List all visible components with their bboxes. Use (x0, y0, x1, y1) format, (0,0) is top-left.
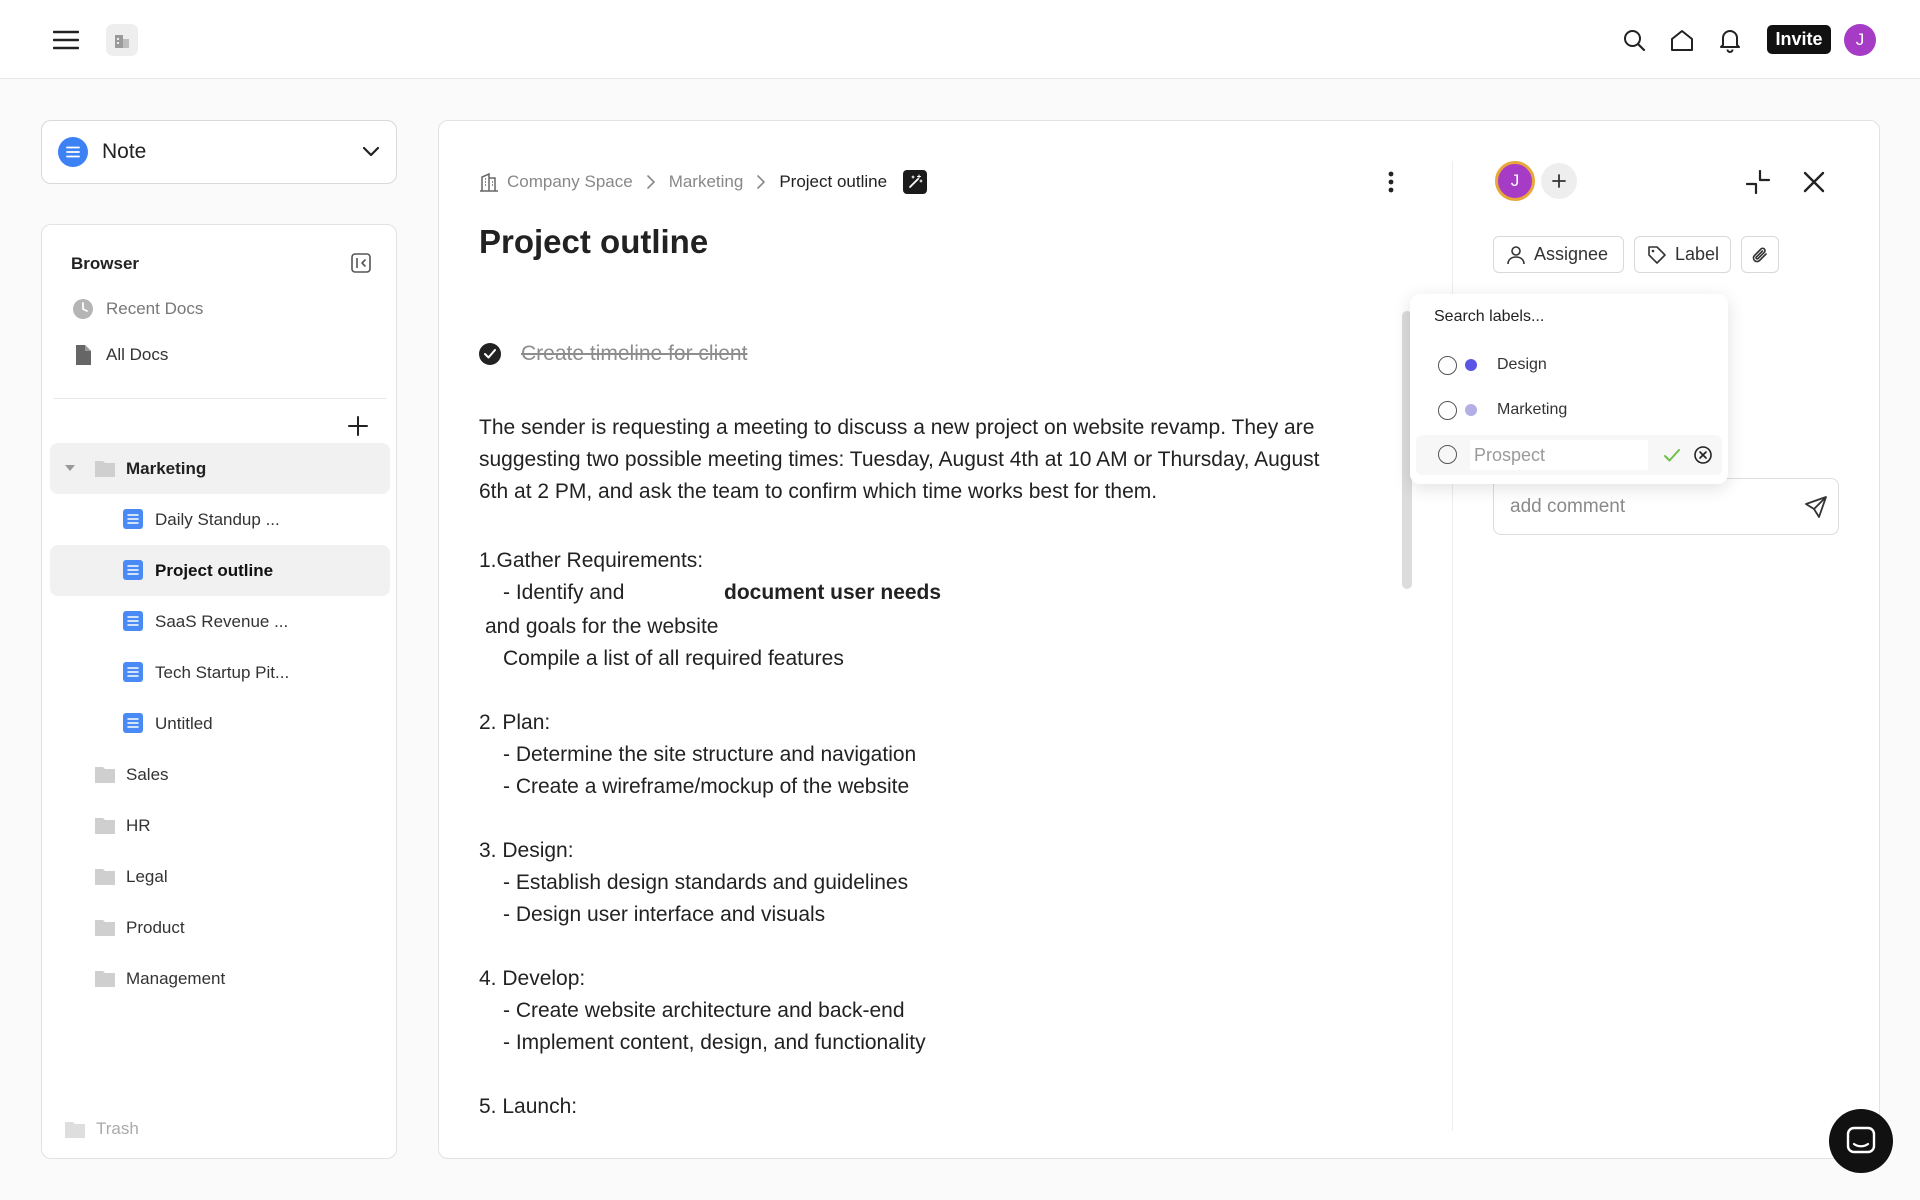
caret-down-icon[interactable] (64, 463, 76, 473)
folder-legal[interactable] (50, 851, 390, 902)
folder-icon (94, 815, 116, 835)
todo-text[interactable]: Create timeline for client (521, 342, 748, 365)
paragraph-line[interactable]: suggesting two possible meeting times: Tuesday, August 4th at 10 AM or Thursday, August (479, 448, 1320, 471)
home-icon[interactable] (1664, 22, 1700, 58)
building-icon (479, 172, 499, 192)
section-heading[interactable]: 4. Develop: (479, 967, 586, 990)
note-doc-icon (123, 611, 143, 631)
file-icon (72, 344, 94, 366)
close-icon[interactable] (1797, 165, 1831, 199)
breadcrumb-marketing[interactable]: Marketing (668, 172, 744, 191)
list-item[interactable]: - Establish design standards and guidelines (503, 871, 909, 894)
list-item[interactable]: - Implement content, design, and functionality (503, 1031, 926, 1054)
label-dropdown (1410, 294, 1728, 484)
doc-label: Untitled (155, 713, 213, 733)
folder-label: Legal (126, 866, 168, 886)
note-doc-icon (123, 662, 143, 682)
section-heading[interactable]: 2. Plan: (479, 711, 551, 734)
browser-title: Browser (71, 254, 140, 273)
user-avatar-initial: J (1855, 30, 1865, 49)
label-option-name: Design (1497, 356, 1547, 373)
comment-box (1493, 478, 1839, 535)
color-dot-icon (1465, 404, 1477, 416)
add-collaborator-icon[interactable] (1541, 163, 1577, 199)
checkmark-icon[interactable] (1662, 445, 1682, 465)
user-icon (1506, 245, 1526, 265)
list-item[interactable]: Compile a list of all required features (503, 647, 844, 670)
folder-product[interactable] (50, 902, 390, 953)
folder-management[interactable] (50, 953, 390, 1004)
folder-marketing[interactable] (50, 443, 390, 494)
section-heading[interactable]: 5. Launch: (479, 1095, 578, 1118)
send-icon[interactable] (1802, 493, 1830, 521)
cancel-circle-icon[interactable] (1693, 445, 1713, 465)
folder-icon (94, 866, 116, 886)
section-heading[interactable]: 1.Gather Requirements: (479, 549, 704, 572)
doc-label: SaaS Revenue ... (155, 611, 289, 631)
list-item[interactable]: - Create a wireframe/mockup of the website (503, 775, 910, 798)
section-heading[interactable]: 3. Design: (479, 839, 574, 862)
tag-icon (1647, 245, 1667, 265)
breadcrumb (479, 169, 927, 195)
doc-item[interactable] (50, 494, 390, 545)
invite-button[interactable]: Invite (1767, 25, 1831, 54)
search-icon[interactable] (1616, 22, 1652, 58)
trash-folder-icon (64, 1119, 86, 1139)
folder-tree (50, 443, 390, 1004)
collaborator-avatar-initial: J (1510, 171, 1520, 190)
document-type-select[interactable] (41, 120, 397, 184)
minimize-icon[interactable] (1741, 165, 1775, 199)
radio-button[interactable] (1438, 445, 1457, 464)
list-item[interactable]: and goals for the website (485, 615, 719, 638)
paragraph-line[interactable]: The sender is requesting a meeting to discuss a new project on website revamp. They are (479, 416, 1315, 439)
chevron-right-icon (647, 175, 655, 189)
document-type-label: Note (102, 140, 147, 163)
folder-label: Marketing (126, 458, 207, 478)
doc-label: Tech Startup Pit... (155, 662, 290, 682)
collaborator-avatar[interactable] (1495, 161, 1535, 201)
comment-input[interactable] (1510, 493, 1790, 521)
chevron-right-icon (757, 175, 765, 189)
doc-label: Daily Standup ... (155, 509, 280, 529)
all-docs-link[interactable] (72, 340, 168, 370)
doc-item-active[interactable] (50, 545, 390, 596)
folder-label: Product (126, 917, 185, 937)
todo-item[interactable] (479, 342, 747, 366)
top-bar (0, 0, 1920, 79)
doc-label: Project outline (155, 560, 274, 580)
new-label-row (1416, 435, 1722, 475)
breadcrumb-company-space[interactable]: Company Space (507, 172, 633, 191)
add-item-icon[interactable] (342, 410, 374, 442)
label-search-input[interactable] (1434, 302, 1704, 332)
sidebar-divider (54, 398, 386, 399)
paperclip-icon (1751, 245, 1769, 265)
breadcrumb-current[interactable]: Project outline (779, 172, 888, 191)
radio-button[interactable] (1438, 401, 1457, 420)
label-option-marketing[interactable] (1438, 395, 1567, 425)
label-button[interactable] (1634, 236, 1731, 273)
folder-icon (94, 968, 116, 988)
recent-docs-label: Recent Docs (106, 299, 204, 318)
document-editor (438, 120, 1880, 1159)
folder-icon (94, 917, 116, 937)
note-doc-icon (123, 509, 143, 529)
folder-icon (94, 458, 116, 478)
more-options-icon[interactable] (1376, 165, 1406, 199)
color-dot-icon (1465, 359, 1477, 371)
trash-label: Trash (96, 1119, 139, 1138)
radio-button[interactable] (1438, 356, 1457, 375)
list-item[interactable]: - Identify and (503, 581, 625, 604)
menu-icon[interactable] (48, 22, 84, 58)
browser-panel (41, 224, 397, 1159)
recent-docs-link[interactable] (72, 294, 203, 324)
doc-item[interactable] (50, 647, 390, 698)
assignee-button[interactable] (1493, 236, 1624, 273)
chat-support-icon[interactable] (1829, 1109, 1893, 1173)
folder-label: Management (126, 968, 226, 988)
magic-wand-icon[interactable] (903, 170, 927, 194)
user-avatar[interactable] (1844, 24, 1876, 56)
note-doc-icon (123, 713, 143, 733)
folder-hr[interactable] (50, 800, 390, 851)
attach-button[interactable] (1741, 236, 1779, 273)
doc-item[interactable] (50, 596, 390, 647)
folder-label: Sales (126, 764, 169, 784)
list-item[interactable]: - Determine the site structure and navigation (503, 743, 917, 766)
clock-icon (72, 298, 94, 320)
list-item[interactable]: - Create website architecture and back-end (503, 999, 905, 1022)
list-item[interactable]: - Design user interface and visuals (503, 903, 826, 926)
checkbox-checked-icon[interactable] (479, 343, 501, 365)
folder-label: HR (126, 815, 151, 835)
collapse-sidebar-icon[interactable] (350, 252, 374, 276)
doc-item[interactable] (50, 698, 390, 749)
bell-icon[interactable] (1712, 22, 1748, 58)
folder-icon (94, 764, 116, 784)
folder-sales[interactable] (50, 749, 390, 800)
label-button-label: Label (1675, 244, 1720, 264)
trash-link[interactable] (64, 1115, 139, 1143)
label-option-design[interactable] (1438, 350, 1547, 380)
all-docs-label: All Docs (106, 345, 169, 364)
new-label-input[interactable] (1470, 440, 1648, 470)
page-title[interactable]: Project outline (479, 223, 709, 260)
note-doc-icon (123, 560, 143, 580)
note-icon (58, 137, 88, 167)
label-option-name: Marketing (1497, 401, 1568, 418)
assignee-label: Assignee (1534, 244, 1609, 264)
paragraph-line[interactable]: 6th at 2 PM, and ask the team to confirm which time works best for them. (479, 480, 1158, 503)
list-item-bold[interactable]: document user needs (724, 581, 942, 604)
workspace-logo-icon[interactable] (106, 24, 138, 56)
chevron-down-icon (362, 146, 380, 158)
